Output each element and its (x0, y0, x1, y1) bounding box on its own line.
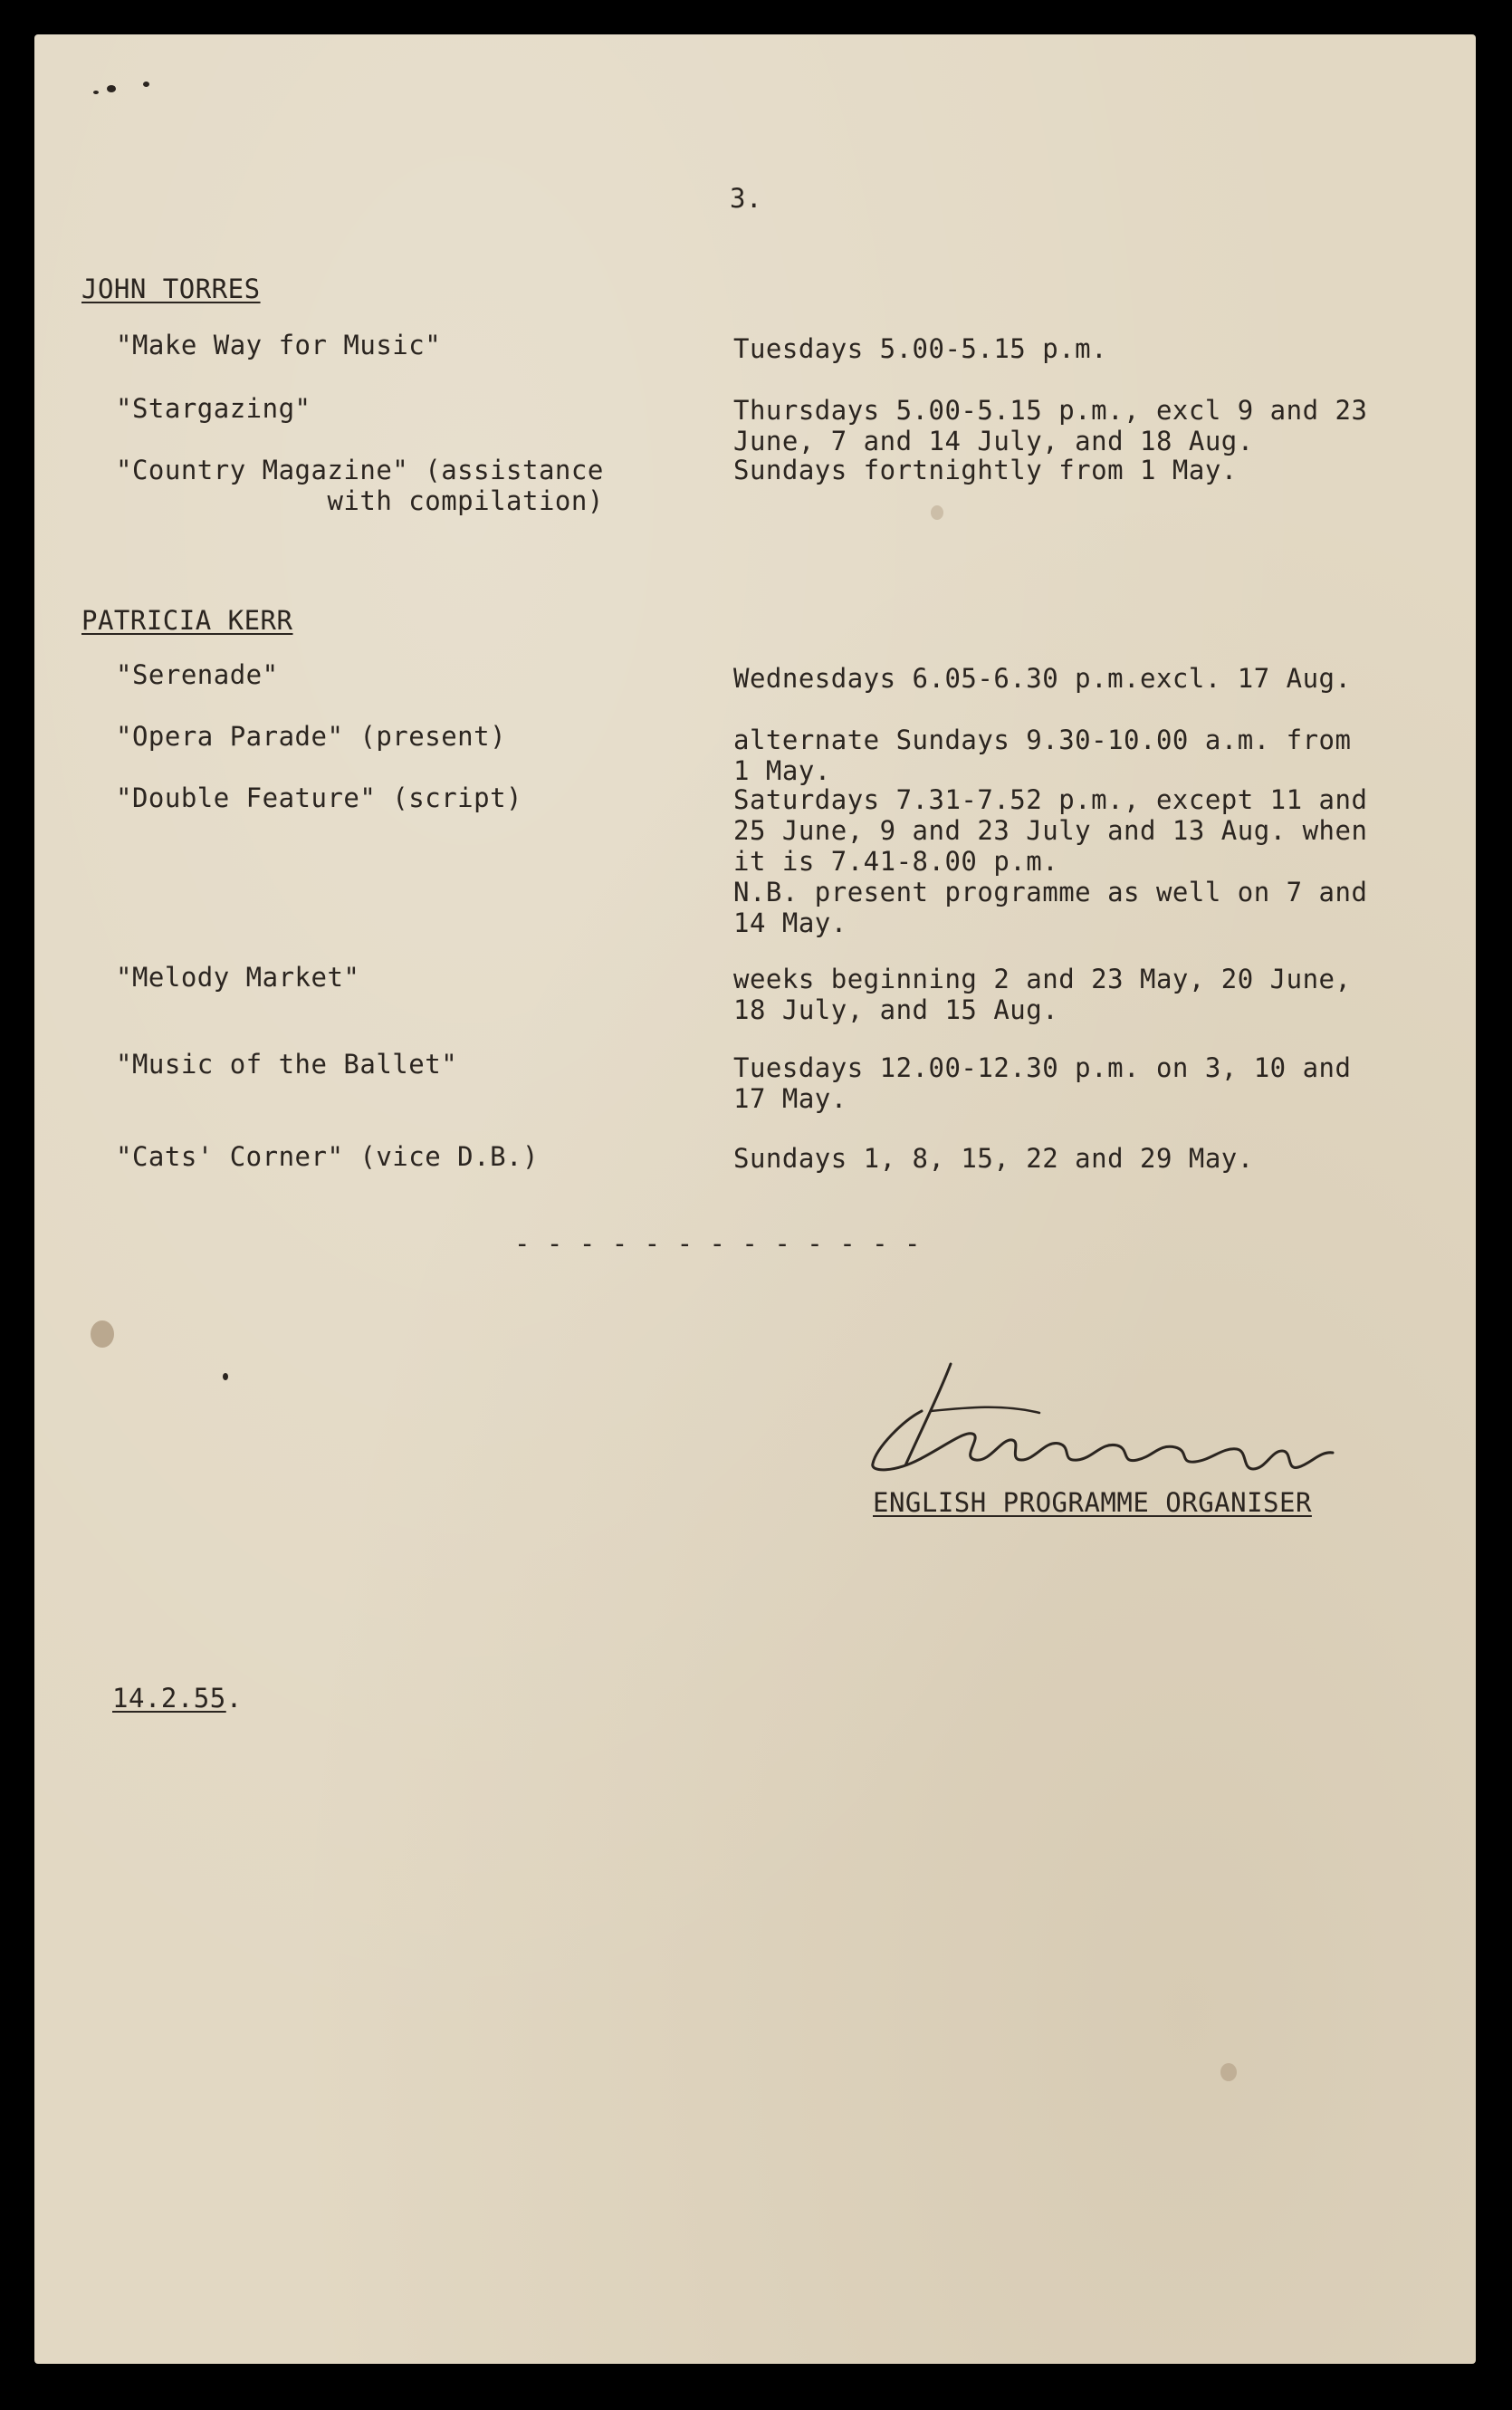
programme-schedule: Tuesdays 5.00-5.15 p.m. (733, 333, 1108, 364)
programme-schedule: Thursdays 5.00-5.15 p.m., excl 9 and 23 June, 7 and 14 July, and 18 Aug. (733, 395, 1368, 456)
signature-title: ENGLISH PROGRAMME ORGANISER (873, 1487, 1312, 1518)
programme-schedule: Saturdays 7.31-7.52 p.m., except 11 and 25 June, 9 and 23 July and 13 Aug. when it is 7.41-8.00 p.m. N.B. present programme as well on 7 and 14 May. (733, 784, 1368, 938)
document-date: 14.2.55. (112, 1683, 243, 1714)
stain-mark (91, 1320, 114, 1348)
programme-title: "Music of the Ballet" (116, 1049, 458, 1080)
stain-mark (931, 505, 943, 520)
programme-title: "Cats' Corner" (vice D.B.) (116, 1141, 539, 1172)
document-page (34, 34, 1476, 2364)
handwritten-signature (867, 1357, 1374, 1493)
ink-speck (93, 91, 99, 94)
programme-schedule: alternate Sundays 9.30-10.00 a.m. from 1 May. (733, 725, 1352, 786)
programme-title: "Serenade" (116, 659, 279, 690)
ink-speck (143, 82, 149, 87)
programme-title: "Stargazing" (116, 393, 311, 424)
programme-schedule: Sundays fortnightly from 1 May. (733, 455, 1238, 485)
programme-title: "Melody Market" (116, 962, 360, 993)
stain-mark (1220, 2063, 1237, 2081)
programme-schedule: Wednesdays 6.05-6.30 p.m.excl. 17 Aug. (733, 663, 1352, 694)
programme-schedule: Sundays 1, 8, 15, 22 and 29 May. (733, 1143, 1254, 1174)
date-value: 14.2.55 (112, 1683, 226, 1714)
programme-schedule: weeks beginning 2 and 23 May, 20 June, 18 July, and 15 Aug. (733, 964, 1352, 1025)
programme-title: "Country Magazine" (assistance with compilation) (116, 455, 604, 516)
programme-schedule: Tuesdays 12.00-12.30 p.m. on 3, 10 and 17 May. (733, 1052, 1352, 1114)
page-number: 3. (730, 183, 762, 214)
separator-line: - - - - - - - - - - - - - (514, 1228, 921, 1259)
programme-title: "Opera Parade" (present) (116, 721, 507, 752)
programme-title: "Double Feature" (script) (116, 783, 522, 813)
ink-speck (223, 1373, 228, 1380)
section-heading-patricia-kerr: PATRICIA KERR (81, 605, 293, 636)
ink-speck (107, 85, 116, 92)
section-heading-john-torres: JOHN TORRES (81, 274, 261, 304)
programme-title: "Make Way for Music" (116, 330, 442, 360)
